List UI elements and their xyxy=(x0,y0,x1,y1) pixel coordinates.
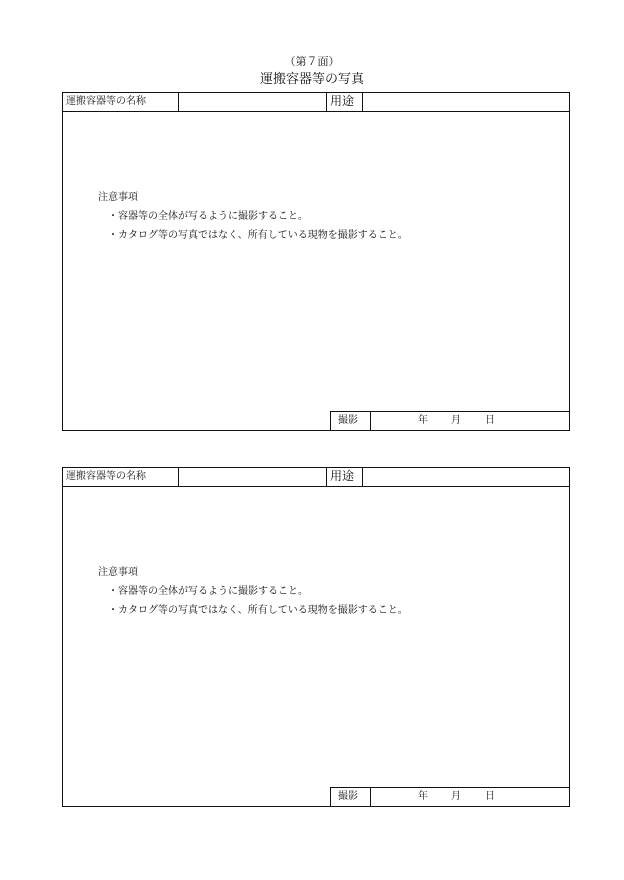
photo-taken-label: 撮影 xyxy=(338,415,358,426)
date-month-label: 月 xyxy=(451,415,461,426)
photo-box-divider xyxy=(370,787,371,807)
block-border-right xyxy=(569,92,570,431)
note-item: ・カタログ等の写真ではなく、所有している現物を撮影すること。 xyxy=(108,605,408,616)
photo-box-border xyxy=(330,787,331,807)
page-number-label: （第７面） xyxy=(284,55,340,68)
header-divider xyxy=(62,486,570,487)
photo-box-border xyxy=(330,411,331,431)
note-item: ・容器等の全体が写るように撮影すること。 xyxy=(108,211,308,222)
usage-label: 用途 xyxy=(330,94,355,108)
block-border-top xyxy=(62,467,570,468)
date-year-label: 年 xyxy=(418,791,428,802)
date-year-label: 年 xyxy=(418,415,428,426)
header-divider xyxy=(62,111,570,112)
photo-box-border xyxy=(330,787,570,788)
notes-title: 注意事項 xyxy=(98,192,138,203)
note-item: ・カタログ等の写真ではなく、所有している現物を撮影すること。 xyxy=(108,230,408,241)
usage-label: 用途 xyxy=(330,469,355,483)
note-item: ・容器等の全体が写るように撮影すること。 xyxy=(108,586,308,597)
notes-title: 注意事項 xyxy=(98,567,138,578)
header-cell-divider xyxy=(326,92,327,112)
notes-section xyxy=(98,188,408,245)
header-cell-divider xyxy=(326,467,327,487)
header-cell-divider xyxy=(178,92,179,112)
photo-box-border xyxy=(330,411,570,412)
block-border-left xyxy=(62,467,63,807)
header-cell-divider xyxy=(362,92,363,112)
photo-date-box xyxy=(330,411,570,431)
photo-box-divider xyxy=(370,411,371,431)
header-cell-divider xyxy=(362,467,363,487)
date-day-label: 日 xyxy=(485,791,495,802)
date-month-label: 月 xyxy=(451,791,461,802)
notes-section xyxy=(98,563,408,620)
block-border-top xyxy=(62,92,570,93)
block-border-right xyxy=(569,467,570,807)
photo-taken-label: 撮影 xyxy=(338,791,358,802)
block-border-left xyxy=(62,92,63,431)
page-title: 運搬容器等の写真 xyxy=(259,72,364,87)
container-name-label: 運搬容器等の名称 xyxy=(66,471,146,482)
photo-form-block-2 xyxy=(62,467,570,807)
date-day-label: 日 xyxy=(485,415,495,426)
container-name-label: 運搬容器等の名称 xyxy=(66,96,146,107)
header-cell-divider xyxy=(178,467,179,487)
photo-form-block-1 xyxy=(62,92,570,431)
photo-date-box xyxy=(330,787,570,807)
